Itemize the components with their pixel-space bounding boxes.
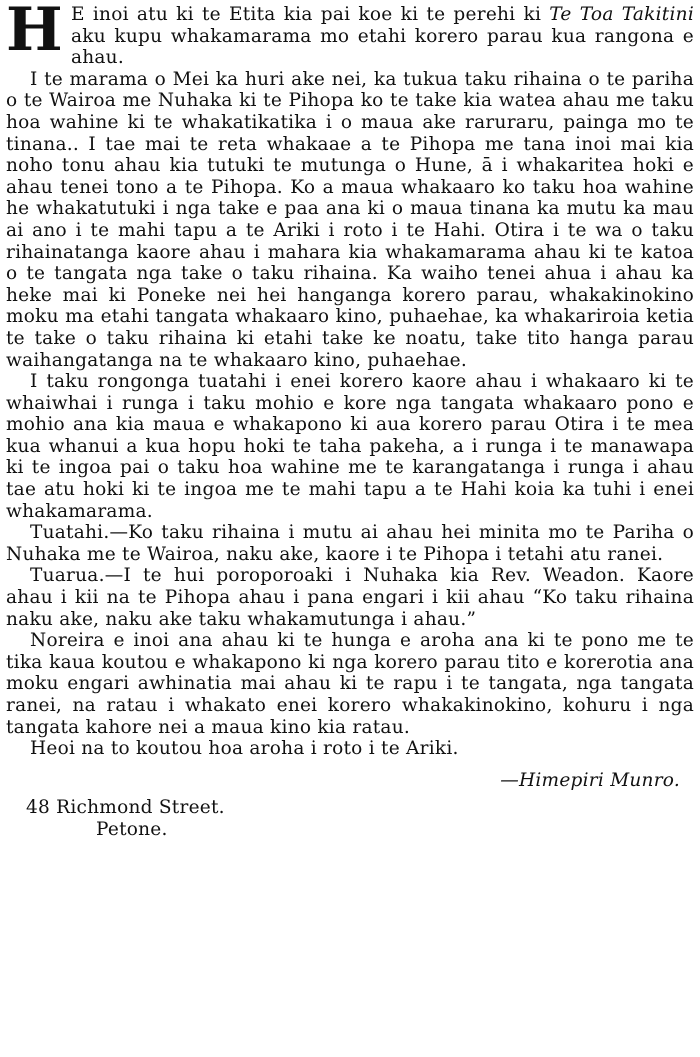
drop-cap: H <box>6 0 63 65</box>
intro-text-a: E inoi atu ki te Etita kia pai koe ki te perehi ki <box>70 4 550 25</box>
paragraph-first-point: Tuatahi.—Ko taku rihaina i mutu ai ahau hei minita mo te Pariha o Nuhaka me te Wairoa, naku ake, kaore i te Pihopa i tetahi atu ranei. <box>6 522 694 565</box>
paragraph-rumours: I taku rongonga tuatahi i enei korero kaore ahau i whakaaro ki te whaiwhai i runga i taku mohio e kore nga tangata whakaaro pono e mohio ana kia maua e whakapono ki aua korero parau Otira i te mea kua whanui a kua hopu hoki te taha pakeha, a i runga i te manawapa ki te ingoa pai o taku hoa wahine me te karangatanga i runga i ahau tae atu hoki ki te ingoa me te mahi tapu a te Hahi koia ka tuhi i enei whakamarama. <box>6 371 694 522</box>
address-street: 48 Richmond Street. <box>26 797 225 819</box>
address-town: Petone. <box>96 818 168 840</box>
intro-text-b: aku kupu whakamarama mo etahi korero parau kua rangona e ahau. <box>70 25 694 69</box>
paragraph-resignation: I te marama o Mei ka huri ake nei, ka tukua taku rihaina o te pariha o te Wairoa me Nuhaka ki te Pihopa ko te take kia watea ahau me taku hoa wahine ki te whakatikatika i o maua ake raruraru, painga mo te tinana.. I tae mai te reta whakaae a te Pihopa me tana inoi mai kia noho tonu ahau kia tutuki te mutunga o Hune, ā i whakaritea hoki e ahau tenei tono a te Pihopa. Ko a maua whakaaro ko taku hoa wahine he whakatutuki i nga take e paa ana ki o maua tinana ka mutu ka mau ai ano i te mahi tapu a te Ariki i roto i te Hahi. Otira i te wa o taku rihainatanga kaore ahau i mahara kia whakamarama ahau ki te katoa o te tangata nga take o taku rihaina. Ka waiho tenei ahua i ahau ka heke mai ki Poneke nei hei hanganga korero parau, whakakinokino moku ma etahi tangata whakaaro kino, puhaehae, ka whakariroia ketia te take o taku rihaina ki etahi take ke noatu, take tito hanga parau waihangatanga na te whakaaro kino, puhaehae. <box>6 68 694 371</box>
signature: —Himepiri Munro. <box>500 769 680 791</box>
newspaper-title: Te Toa Takitini <box>549 4 694 25</box>
paragraph-closing: Heoi na to koutou hoa aroha i roto i te Ariki. <box>30 738 459 760</box>
paragraph-second-point: Tuarua.—I te hui poroporoaki i Nuhaka kia Rev. Weadon. Kaore ahau i kii na te Pihopa ahau i pana engari i kii ahau “Ko taku rihaina naku ake, naku ake taku whakamutunga i ahau.” <box>6 565 694 630</box>
address-block <box>26 797 694 840</box>
paragraph-intro <box>6 0 694 69</box>
paragraph-appeal: Noreira e inoi ana ahau ki te hunga e aroha ana ki te pono me te tika kaua koutou e whakapono ki nga korero parau tito e korerotia ana moku engari awhinatia mai ahau ki te rapu i te tangata, nga tangata ranei, na ratau i whakato enei korero whakakinokino, kohuru i nga tangata kahore nei a maua kino kia ratau. <box>6 630 694 738</box>
